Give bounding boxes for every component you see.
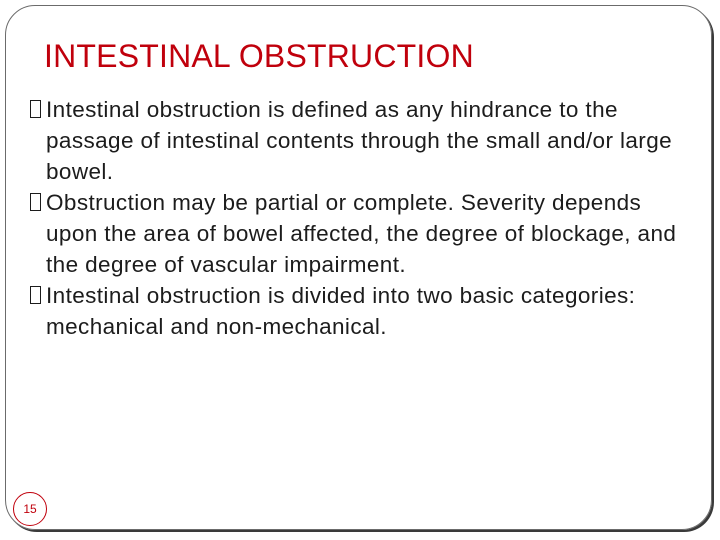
missing-glyph-box-icon bbox=[30, 100, 41, 118]
missing-glyph-box-icon bbox=[30, 193, 41, 211]
bullet-item bbox=[30, 94, 680, 187]
slide-title: INTESTINAL OBSTRUCTION bbox=[44, 38, 474, 74]
bullet-item bbox=[30, 280, 680, 342]
page-number-badge: 15 bbox=[13, 492, 47, 526]
bullet-text: Obstruction may be partial or complete. Severity depends upon the area of bowel affected, the degree of blockage, and the degree of vascular impairment. bbox=[46, 190, 677, 277]
bullet-text: Intestinal obstruction is defined as any hindrance to the passage of intestinal contents through the small and/or large bowel. bbox=[46, 97, 673, 184]
missing-glyph-box-icon bbox=[30, 286, 41, 304]
bullet-list bbox=[30, 94, 680, 342]
bullet-text: Intestinal obstruction is divided into two basic categories: mechanical and non-mechanical. bbox=[46, 283, 636, 339]
bullet-item bbox=[30, 187, 680, 280]
